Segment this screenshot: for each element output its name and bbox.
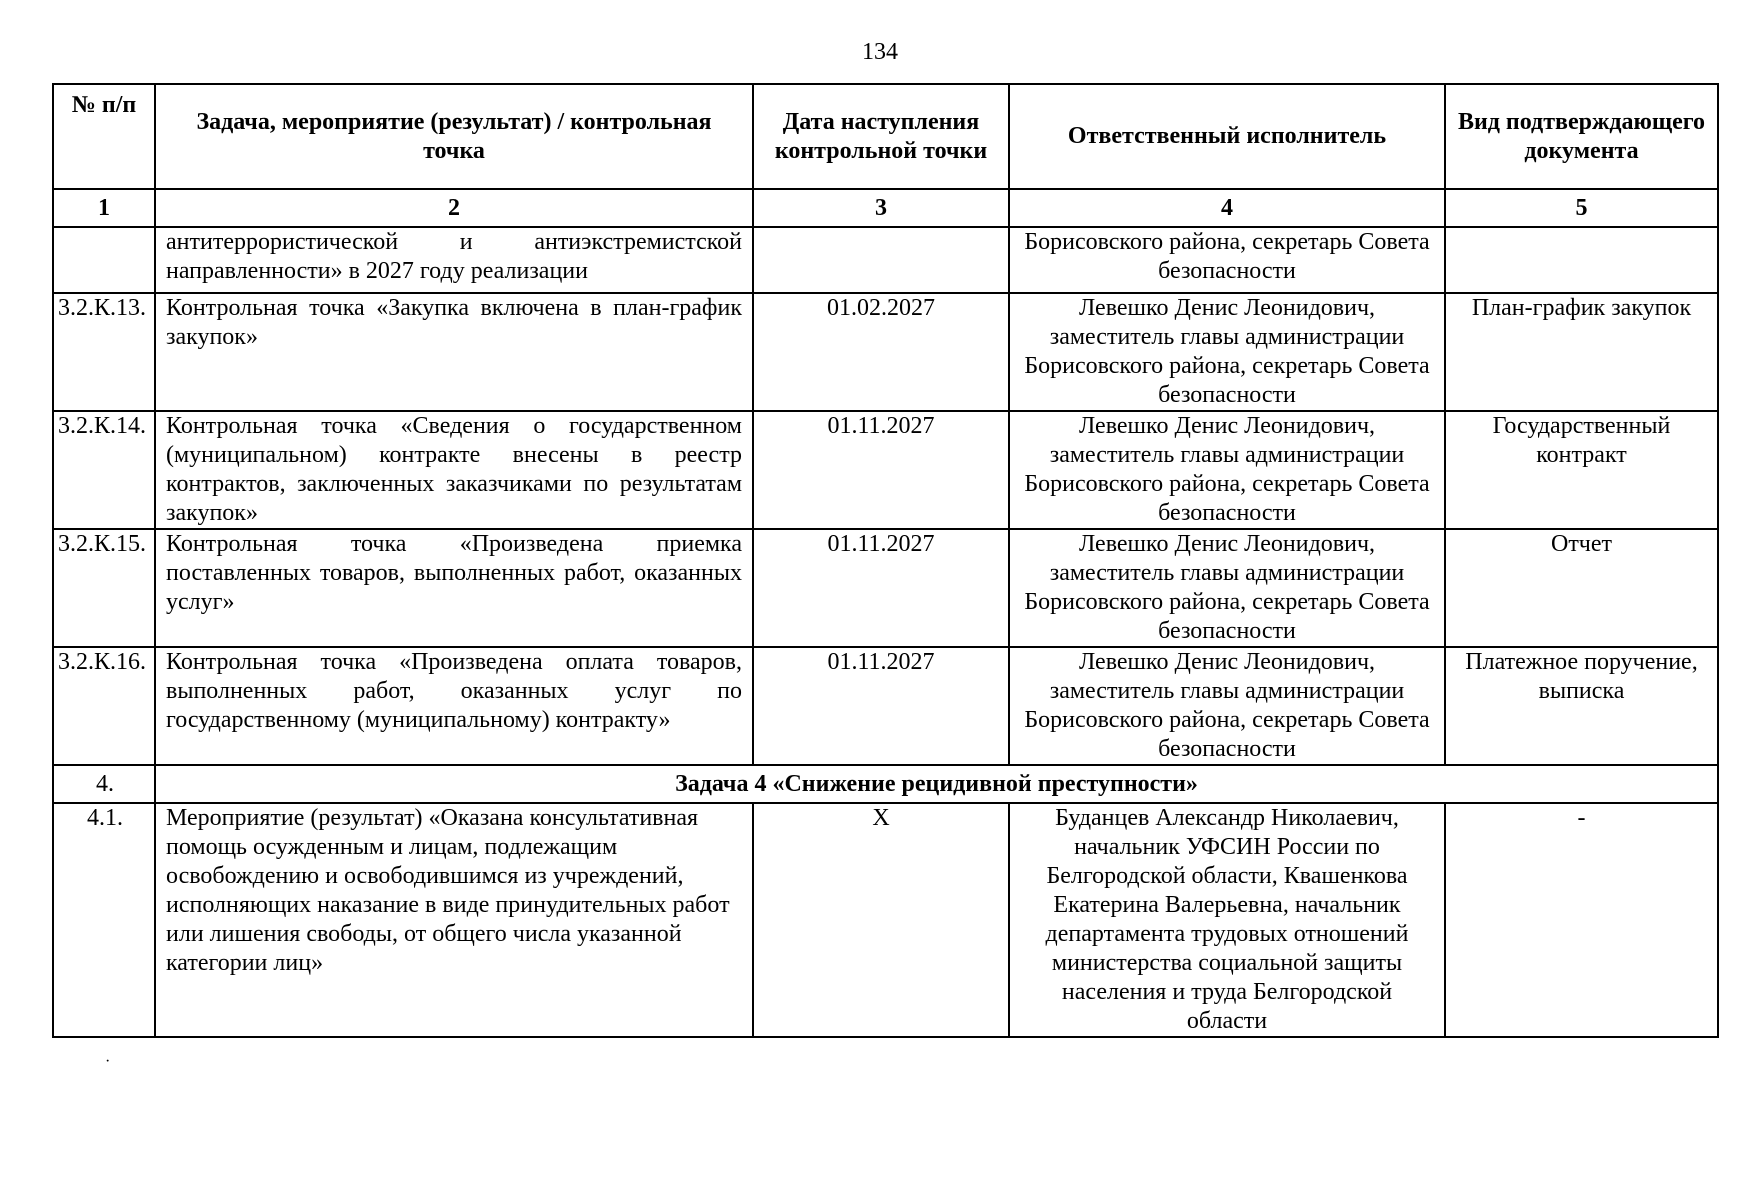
row-responsible: Левешко Денис Леонидович, заместитель главы администрации Борисовского района, секретарь Совета безопасности: [1009, 529, 1445, 647]
header-document: Вид подтверждающего документа: [1445, 84, 1718, 189]
row-responsible: Левешко Денис Леонидович, заместитель главы администрации Борисовского района, секретарь Совета безопасности: [1009, 647, 1445, 765]
header-task: Задача, мероприятие (результат) / контрольная точка: [155, 84, 753, 189]
column-number: 2: [155, 189, 753, 227]
row-document: [1445, 227, 1718, 293]
row-date: Х: [753, 803, 1009, 1037]
row-date: 01.02.2027: [753, 293, 1009, 411]
row-document: Платежное поручение, выписка: [1445, 647, 1718, 765]
table-row: [53, 803, 1718, 1037]
table-header-row: [53, 84, 1718, 189]
control-points-table: [52, 83, 1719, 1038]
row-document: План-график закупок: [1445, 293, 1718, 411]
row-responsible: Борисовского района, секретарь Совета безопасности: [1009, 227, 1445, 293]
column-number: 1: [53, 189, 155, 227]
row-number: 3.2.К.15.: [53, 529, 155, 647]
column-number: 4: [1009, 189, 1445, 227]
page-number: 134: [862, 39, 898, 65]
row-document: Государственный контракт: [1445, 411, 1718, 529]
table-row: [53, 529, 1718, 647]
row-date: 01.11.2027: [753, 411, 1009, 529]
stray-mark: ·: [105, 1053, 111, 1070]
task-section-number: 4.: [53, 765, 155, 803]
row-date: [753, 227, 1009, 293]
row-number: [53, 227, 155, 293]
row-task: Мероприятие (результат) «Оказана консультативная помощь осужденным и лицам, подлежащим освобождению и освободившимся из учреждений, исполняющих наказание в виде принудительных работ или лишения свободы, от общего числа указанной категории лиц»: [155, 803, 753, 1037]
row-task: Контрольная точка «Сведения о государственном (муниципальном) контракте внесены в реестр контрактов, заключенных заказчиками по результатам закупок»: [155, 411, 753, 529]
table-row: [53, 293, 1718, 411]
table-row: [53, 411, 1718, 529]
row-task: Контрольная точка «Произведена приемка поставленных товаров, выполненных работ, оказанных услуг»: [155, 529, 753, 647]
row-number: 3.2.К.14.: [53, 411, 155, 529]
row-document: -: [1445, 803, 1718, 1037]
row-number: 4.1.: [53, 803, 155, 1037]
row-date: 01.11.2027: [753, 647, 1009, 765]
column-number: 3: [753, 189, 1009, 227]
task-section-title: Задача 4 «Снижение рецидивной преступности»: [155, 765, 1718, 803]
task-section-row: [53, 765, 1718, 803]
header-date: Дата наступления контрольной точки: [753, 84, 1009, 189]
table-row: [53, 647, 1718, 765]
row-document: Отчет: [1445, 529, 1718, 647]
row-task: Контрольная точка «Закупка включена в план-график закупок»: [155, 293, 753, 411]
row-task: Контрольная точка «Произведена оплата товаров, выполненных работ, оказанных услуг по государственному (муниципальному) контракту»: [155, 647, 753, 765]
header-number: № п/п: [53, 84, 155, 189]
row-responsible: Левешко Денис Леонидович, заместитель главы администрации Борисовского района, секретарь Совета безопасности: [1009, 293, 1445, 411]
row-responsible: Левешко Денис Леонидович, заместитель главы администрации Борисовского района, секретарь Совета безопасности: [1009, 411, 1445, 529]
table-row: [53, 227, 1718, 293]
column-numbers-row: [53, 189, 1718, 227]
column-number: 5: [1445, 189, 1718, 227]
header-responsible: Ответственный исполнитель: [1009, 84, 1445, 189]
row-task: антитеррористической и антиэкстремистской направленности» в 2027 году реализации: [155, 227, 753, 293]
row-number: 3.2.К.13.: [53, 293, 155, 411]
row-number: 3.2.К.16.: [53, 647, 155, 765]
row-responsible: Буданцев Александр Николаевич, начальник УФСИН России по Белгородской области, Квашенкова Екатерина Валерьевна, начальник департамента трудовых отношений министерства социальной защиты населения и труда Белгородской области: [1009, 803, 1445, 1037]
row-date: 01.11.2027: [753, 529, 1009, 647]
